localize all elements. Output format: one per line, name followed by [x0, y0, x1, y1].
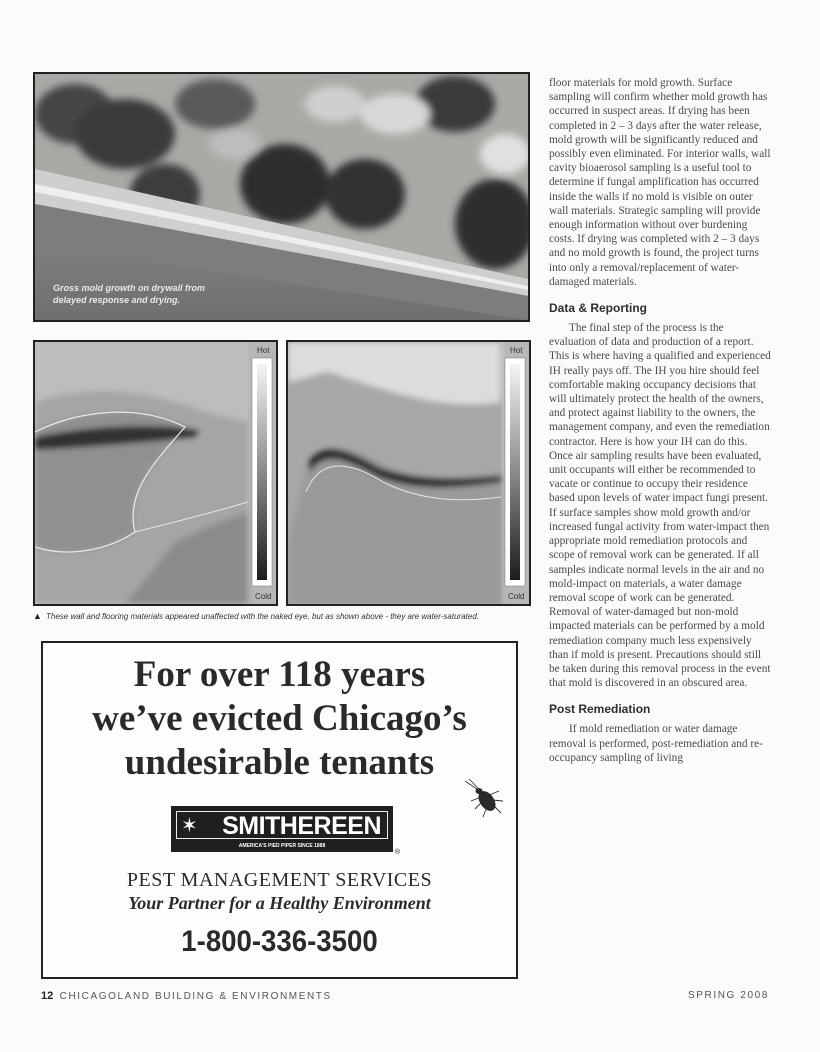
thermal-image-right — [286, 340, 531, 606]
cockroach-icon — [463, 779, 507, 819]
page-number: 12 — [41, 990, 54, 1002]
thermal-caption: These wall and flooring materials appeared unaffected with the naked eye, but as shown above - they are water-saturated. — [46, 612, 479, 621]
ad-company-name: PEST MANAGEMENT SERVICES — [126, 869, 433, 891]
registered-mark: ® — [395, 849, 401, 856]
publication-name: CHICAGOLAND BUILDING & ENVIRONMENTS — [59, 991, 332, 1002]
section-heading-post-remediation: Post Remediation — [549, 702, 651, 717]
ad-headline-line-1: For over 118 years — [133, 654, 426, 695]
ad-phone-number: 1-800-336-3500 — [181, 925, 378, 958]
pied-piper-icon: ✶ — [181, 815, 198, 837]
mold-drywall-photo — [33, 72, 530, 322]
section-heading-data-reporting: Data & Reporting — [549, 301, 648, 316]
thermal-right-graphic — [288, 342, 529, 604]
thermal-left-cold-label: Cold — [255, 592, 272, 601]
caption-triangle-icon: ▲ — [33, 611, 42, 621]
intro-paragraph: floor materials for mold growth. Surface sampling will confirm whether mold growth has occurred in suspect areas. If drying has been completed in 2 – 3 days after the water release, mold growth will be significantly reduced and possibly even eliminated. For interior walls, wall cavity bioaerosol sampling is a useful tool to determine if fungal amplification has occurred inside the walls if no mold is visible on outer wall materials. Strategic sampling will provide enough information without over burdening costs. If drying was completed with 2 – 3 days and no mold growth is found, the project turns into only a removal/replacement of water-damaged materials. — [549, 77, 771, 288]
article-column — [549, 76, 771, 765]
mold-photo-caption: Gross mold growth on drywall from delayed response and drying. — [53, 283, 206, 305]
ad-slogan: Your Partner for a Healthy Environment — [128, 893, 431, 913]
smithereen-advertisement — [41, 641, 518, 979]
footer-issue: SPRING 2008 — [688, 990, 769, 1001]
logo-tagline: AMERICA'S PIED PIPER SINCE 1888 — [238, 843, 326, 849]
thermal-left-graphic — [35, 342, 276, 604]
thermal-image-left — [33, 340, 278, 606]
ad-headline-line-2: we’ve evicted Chicago’s — [92, 698, 467, 739]
smithereen-logo — [171, 806, 393, 852]
footer-publication — [41, 990, 332, 1002]
ad-headline — [43, 653, 516, 785]
thermal-right-cold-label: Cold — [508, 592, 525, 601]
logo-wordmark: SMITHEREEN — [176, 811, 388, 839]
thermal-left-hot-label: Hot — [257, 346, 270, 355]
ad-headline-line-3: undesirable tenants — [124, 742, 435, 783]
post-remediation-paragraph: If mold remediation or water damage removal is performed, post-remediation and re-occupancy sampling of living — [549, 723, 763, 764]
data-reporting-paragraph: The final step of the process is the evaluation of data and production of a report. This is where having a qualified and experienced IH really pays off. The IH you hire should feel comfortable making occupancy decisions that will ultimately protect the health of the owners, and protect against liability to the owners, the management company, and even the remediation contractor. Here is how your IH can do this. Once air sampling results have been evaluated, unit occupants will either be recommended to vacate or continue to occupy their residence based upon levels of water impact fungi present. If surface samples show mold growth and/or increased fungal activity from water-impact then appropriate mold remediation protocols and scope of removal work can be generated. If all samples indicate normal levels in the air and no mold-impact on materials, a water damage removal scope of work can be generated. Removal of water-damaged but non-mold impacted materials can be performed by a mold remediation company much less expensively than if mold is present. Precautions should still be taken during this removal process in the event that mold is discovered in an obscured area. — [549, 322, 771, 690]
thermal-right-hot-label: Hot — [510, 346, 523, 355]
